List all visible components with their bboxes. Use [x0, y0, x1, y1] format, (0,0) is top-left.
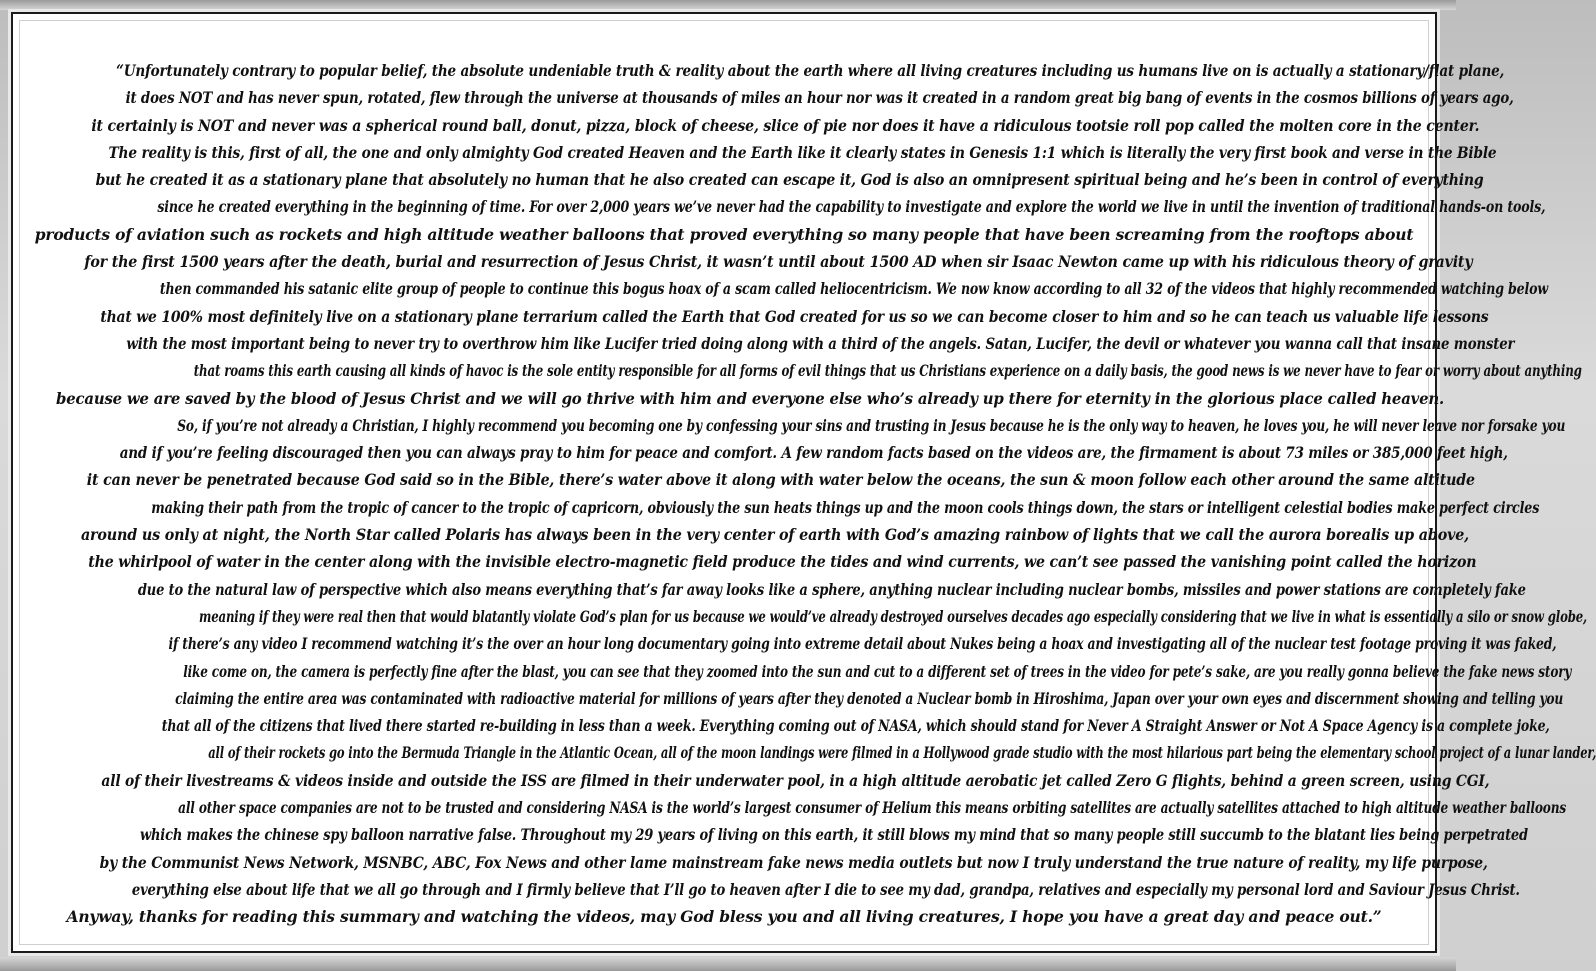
text-line: that we 100% most definitely live on a stationary plane terrarium called the Earth that God created for us so we can become closer to him and so he can teach us valuable life lessons [100, 306, 1489, 326]
text-line: it can never be penetrated because God said so in the Bible, there’s water above it along with water below the oceans, the sun & moon follow each other around the same altitude [86, 470, 1475, 490]
text-line: and if you’re feeling discouraged then you can always pray to him for peace and comfort. A few random facts based on the videos are, the firmament is about 73 miles or 385,000 feet high, [119, 443, 1508, 463]
top-border-band [0, 0, 1456, 10]
text-line: because we are saved by the blood of Jesus Christ and we will go thrive with him and everyone else who’s already up there for eternity in the glorious place called heaven. [56, 388, 1444, 408]
text-line: meaning if they were real then that would blatantly violate God’s plan for us because we would’ve already destroyed ourselves decades ago especially considering that we live in what is essentially a silo or snow globe, [199, 606, 1587, 626]
text-line: the whirlpool of water in the center along with the invisible electro-magnetic field produce the tides and wind currents, we can’t see passed the vanishing point called the horizon [88, 552, 1477, 572]
text-line: “Unfortunately contrary to popular belief, the absolute undeniable truth & reality about the earth where all living creatures including us humans live on is actually a stationary/flat plane, [116, 61, 1505, 80]
text-line: since he created everything in the beginning of time. For over 2,000 years we’ve never had the capability to investigate and explore the world we live in until the invention of traditional hands-on tools, [157, 197, 1546, 217]
text-line: it certainly is NOT and never was a spherical round ball, donut, pizza, block of cheese, slice of pie nor does it have a ridiculous tootsie roll pop called the molten core in the center. [91, 115, 1480, 135]
text-line: like come on, the camera is perfectly fine after the blast, you can see that they zoomed into the sun and cut to a different set of trees in the video for pete’s sake, are you really gonna believe the fake news story [183, 661, 1572, 681]
text-line: all of their rockets go into the Bermuda Triangle in the Atlantic Ocean, all of the moon landings were filmed in a Hollywood grade studio with the most hilarious part being the elementary school project of a lunar lander, [208, 743, 1596, 763]
text-line: then commanded his satanic elite group of people to continue this bogus hoax of a scam called heliocentricism. We now know according to all 32 of the videos that highly recommended watching below [159, 279, 1548, 299]
text-line: Anyway, thanks for reading this summary and watching the videos, may God bless you and all living creatures, I hope you have a great day and peace out.” [66, 907, 1382, 927]
text-line: all of their livestreams & videos inside and outside the ISS are filmed in their underwater pool, in a high altitude aerobatic jet called Zero G flights, behind a green screen, using CGI, [101, 770, 1490, 790]
text-line: So, if you’re not already a Christian, I highly recommend you becoming one by confessing your sins and trusting in Jesus because he is the only way to heaven, he loves you, he will never leave nor forsake you [177, 415, 1566, 435]
text-line: it does NOT and has never spun, rotated, flew through the universe at thousands of miles an hour nor was it created in a random great big bang of events in the cosmos billions of years ago, [125, 88, 1514, 108]
text-line: if there’s any video I recommend watching it’s the over an hour long documentary going into extreme detail about Nukes being a hoax and investigating all of the nuclear test footage proving it was faked, [168, 634, 1557, 654]
text-line: due to the natural law of perspective which also means everything that’s far away looks like a sphere, anything nuclear including nuclear bombs, missiles and power stations are completely fake [137, 579, 1526, 599]
text-line: that roams this earth causing all kinds of havoc is the sole entity responsible for all forms of evil things that us Christians experience on a daily basis, the good news is we never have to fear or worry about anything [193, 361, 1582, 381]
text-line: for the first 1500 years after the death, burial and resurrection of Jesus Christ, it wasn’t until about 1500 AD when sir Isaac Newton came up with his ridiculous theory of gravity [84, 252, 1473, 272]
text-line: everything else about life that we all go through and I firmly believe that I’ll go to heaven after I die to see my dad, grandpa, relatives and especially my personal lord and Saviour Jesus Christ. [131, 879, 1520, 899]
document-frame [11, 12, 1596, 953]
text-line: around us only at night, the North Star called Polaris has always been in the very center of earth with God’s amazing rainbow of lights that we call the aurora borealis up above, [80, 525, 1469, 545]
text-line: all other space companies are not to be trusted and considering NASA is the world’s largest consumer of Helium this means orbiting satellites are actually satellites attached to high altitude weather balloons [178, 798, 1567, 818]
text-line: that all of the citizens that lived there started re-building in less than a week. Everything coming out of NASA, which should stand for Never A Straight Answer or Not A Space Agency is a complete joke, [161, 716, 1550, 736]
text-line: by the Communist News Network, MSNBC, ABC, Fox News and other lame mainstream fake news media outlets but now I truly understand the true nature of reality, my life purpose, [99, 852, 1488, 872]
text-line: products of aviation such as rockets and high altitude weather balloons that proved everything so many people that have been screaming from the rooftops about [34, 224, 1414, 244]
text-line: but he created it as a stationary plane that absolutely no human that he also created can escape it, God is also an omnipresent spiritual being and he’s been in control of everything [95, 170, 1484, 190]
text-line: making their path from the tropic of cancer to the tropic of capricorn, obviously the sun heats things up and the moon cools things down, the stars or intelligent celestial bodies make perfect circles [151, 497, 1540, 517]
bottom-border-band [0, 957, 1456, 971]
document-page [19, 20, 1596, 945]
quote-text-block [28, 57, 1596, 931]
text-line: The reality is this, first of all, the one and only almighty God created Heaven and the Earth like it clearly states in Genesis 1:1 which is literally the very first book and verse in the Bible [108, 142, 1497, 162]
text-line: with the most important being to never try to overthrow him like Lucifer tried doing along with a third of the angels. Satan, Lucifer, the devil or whatever you wanna call that insane monster [126, 333, 1515, 353]
text-line: which makes the chinese spy balloon narrative false. Throughout my 29 years of living on this earth, it still blows my mind that so many people still succumb to the blatant lies being perpetrated [139, 825, 1528, 845]
text-line: claiming the entire area was contaminated with radioactive material for millions of years after they denoted a Nuclear bomb in Hiroshima, Japan over your own eyes and discernment showing and telling you [175, 688, 1564, 708]
